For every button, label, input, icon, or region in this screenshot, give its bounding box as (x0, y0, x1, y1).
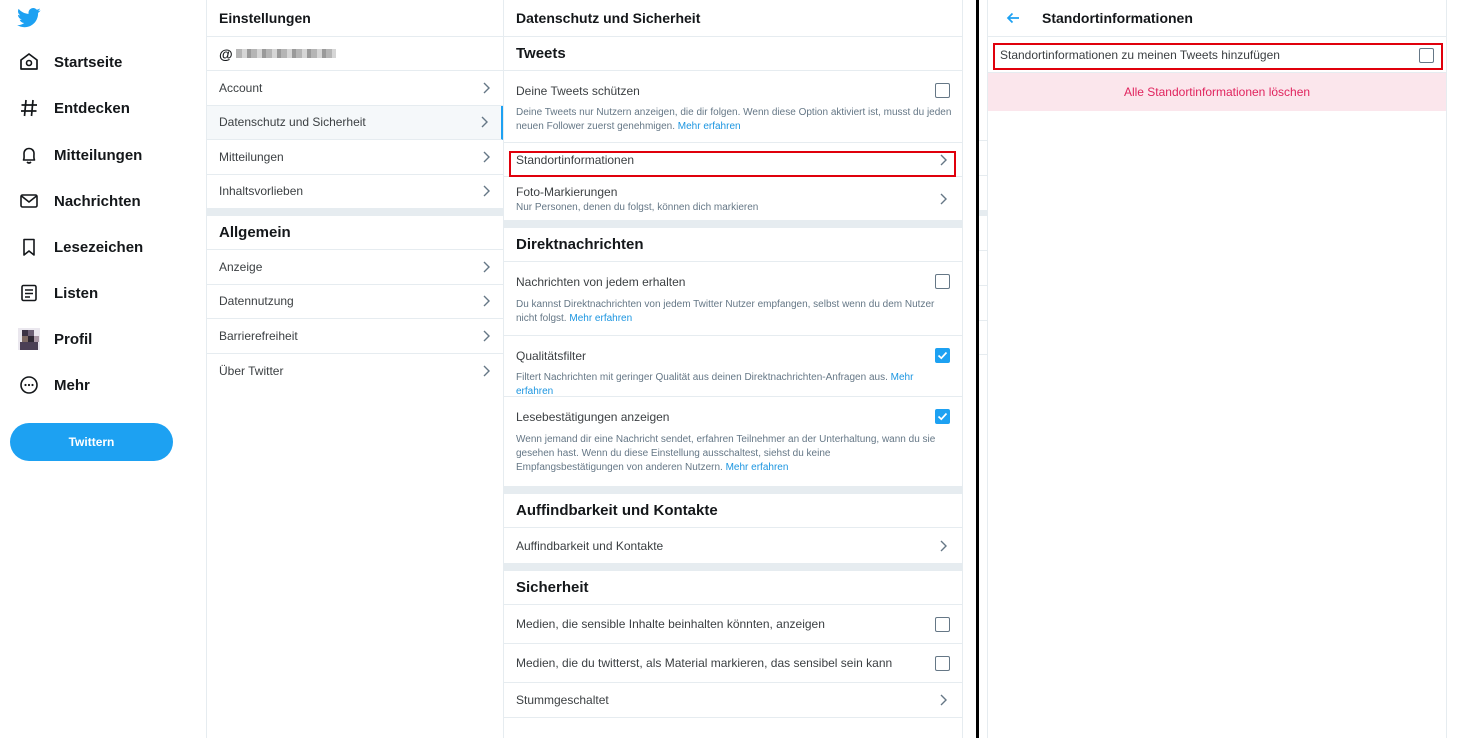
sensitive-mark-row[interactable] (504, 644, 962, 683)
chevron-right-icon (481, 261, 491, 273)
settings-item-label: Mitteilungen (219, 149, 284, 164)
quality-filter-desc-text: Filtert Nachrichten mit geringer Qualität aus deinen Direktnachrichten-Anfragen aus. (516, 372, 888, 383)
settings-item-label: Barrierefreiheit (219, 328, 298, 343)
background-row-line (979, 285, 987, 286)
bookmark-icon (18, 236, 40, 258)
account-username (207, 37, 503, 71)
general-title: Allgemein (207, 216, 503, 250)
muted-row[interactable] (504, 683, 962, 718)
protect-tweets-description (516, 106, 956, 134)
tweet-button[interactable]: Twittern (10, 423, 173, 461)
learn-more-link[interactable]: Mehr erfahren (516, 372, 914, 397)
learn-more-link[interactable]: Mehr erfahren (725, 462, 789, 473)
checkmark-icon (937, 411, 948, 422)
background-row-line (979, 250, 987, 251)
nav-item-notifications[interactable] (18, 140, 142, 170)
background-row-line (979, 320, 987, 321)
sensitive-view-checkbox[interactable] (935, 617, 950, 632)
nav-label: Mitteilungen (54, 146, 143, 164)
quality-filter-row[interactable] (504, 336, 962, 397)
sensitive-mark-checkbox[interactable] (935, 656, 950, 671)
chevron-right-icon (479, 116, 489, 128)
dm-anyone-row[interactable] (504, 262, 962, 336)
chevron-right-icon (481, 151, 491, 163)
nav-label: Nachrichten (54, 192, 141, 210)
envelope-icon (18, 190, 40, 212)
avatar (18, 328, 40, 350)
highlight-box (509, 151, 956, 177)
list-icon (18, 282, 40, 304)
muted-label: Stummgeschaltet (516, 693, 609, 707)
protect-tweets-checkbox[interactable] (935, 83, 950, 98)
dm-anyone-checkbox[interactable] (935, 274, 950, 289)
settings-item-label: Datenschutz und Sicherheit (219, 115, 366, 130)
location-header (988, 0, 1446, 37)
nav-item-bookmarks[interactable] (18, 232, 143, 262)
nav-item-lists[interactable] (18, 278, 98, 308)
dm-section-title: Direktnachrichten (504, 228, 962, 262)
panel-divider (976, 0, 979, 738)
nav-label: Listen (54, 284, 99, 302)
settings-column (206, 0, 504, 738)
learn-more-link[interactable]: Mehr erfahren (569, 313, 633, 324)
nav-item-profile[interactable] (18, 324, 92, 354)
settings-item-label: Inhaltsvorlieben (219, 184, 304, 199)
chevron-right-icon (938, 694, 948, 706)
sensitive-mark-label: Medien, die du twitterst, als Material markieren, das sensibel sein kann (516, 656, 893, 670)
photo-tagging-description: Nur Personen, denen du folgst, können dich markieren (516, 202, 759, 213)
location-column (987, 0, 1447, 738)
settings-item-content[interactable] (207, 175, 503, 210)
nav-item-explore[interactable] (18, 93, 130, 123)
home-icon (18, 51, 40, 73)
nav-label: Profil (54, 330, 93, 348)
learn-more-link[interactable]: Mehr erfahren (677, 121, 741, 132)
sensitive-view-row[interactable] (504, 605, 962, 644)
settings-item-accessibility[interactable] (207, 319, 503, 354)
nav-label: Lesezeichen (54, 238, 144, 256)
dm-anyone-label: Nachrichten von jedem erhalten (516, 275, 686, 289)
settings-item-label: Anzeige (219, 259, 263, 274)
section-separator (504, 564, 962, 571)
quality-filter-description (516, 371, 950, 399)
discoverability-label: Auffindbarkeit und Kontakte (516, 538, 664, 553)
privacy-title: Datenschutz und Sicherheit (504, 0, 962, 37)
protect-tweets-row[interactable] (504, 71, 962, 143)
quality-filter-checkbox[interactable] (935, 348, 950, 363)
discoverability-row[interactable] (504, 528, 962, 564)
photo-tagging-label: Foto-Markierungen (516, 185, 618, 199)
background-row-line (979, 175, 987, 176)
settings-item-privacy[interactable] (207, 106, 503, 141)
quality-filter-label: Qualitätsfilter (516, 349, 587, 363)
twitter-bird-icon[interactable] (17, 8, 41, 28)
settings-item-notifications[interactable] (207, 140, 503, 175)
nav-item-more[interactable] (18, 370, 90, 400)
tweets-section-title: Tweets (504, 37, 962, 71)
dm-anyone-desc-text: Du kannst Direktnachrichten von jedem Twitter Nutzer empfangen, selbst wenn du dem Nutzer nicht folgst. (516, 299, 935, 324)
checkmark-icon (937, 350, 948, 361)
back-arrow-icon[interactable] (1006, 12, 1020, 24)
dm-anyone-description (516, 298, 946, 326)
chevron-right-icon (481, 185, 491, 197)
chevron-right-icon (481, 295, 491, 307)
sensitive-view-label: Medien, die sensible Inhalte beinhalten könnten, anzeigen (516, 617, 825, 631)
blurred-username (236, 49, 336, 58)
main-navigation (0, 0, 206, 738)
background-row-line (979, 210, 987, 216)
nav-label: Mehr (54, 376, 90, 394)
nav-item-messages[interactable] (18, 186, 141, 216)
privacy-column (504, 0, 963, 738)
security-section-title: Sicherheit (504, 571, 962, 605)
section-separator (504, 487, 962, 494)
add-location-label: Standortinformationen zu meinen Tweets hinzufügen (1000, 47, 1280, 62)
settings-item-about[interactable] (207, 354, 503, 389)
location-info-label: Standortinformationen (516, 152, 635, 167)
chevron-right-icon (481, 82, 491, 94)
highlight-box (993, 43, 1443, 70)
bell-icon (18, 144, 40, 166)
nav-label: Entdecken (54, 99, 130, 117)
background-row-line (979, 140, 987, 141)
protect-tweets-label: Deine Tweets schützen (516, 84, 640, 98)
settings-item-account[interactable] (207, 71, 503, 106)
nav-item-home[interactable] (18, 47, 122, 77)
settings-item-data-usage[interactable] (207, 285, 503, 320)
hashtag-icon (18, 97, 40, 119)
chevron-right-icon (481, 365, 491, 377)
username-prefix: @ (219, 45, 233, 62)
settings-title: Einstellungen (207, 0, 503, 37)
background-row-line (979, 354, 987, 355)
chevron-right-icon (938, 540, 948, 552)
settings-item-display[interactable] (207, 250, 503, 285)
section-separator (504, 221, 962, 228)
settings-item-label: Account (219, 80, 263, 95)
section-separator (207, 209, 503, 216)
settings-item-label: Über Twitter (219, 363, 284, 378)
read-receipts-row[interactable] (504, 397, 962, 487)
settings-item-label: Datennutzung (219, 294, 294, 309)
read-receipts-desc-text: Wenn jemand dir eine Nachricht sendet, erfahren Teilnehmer an der Unterhaltung, wann du sie gesehen hast. Wenn du diese Einstellung ausschaltest, siehst du keine Empfangsbestätigungen von anderen Nutzern. (516, 434, 936, 473)
nav-label: Startseite (54, 53, 123, 71)
photo-tagging-row[interactable] (504, 177, 962, 221)
more-dots-icon (18, 374, 40, 396)
read-receipts-description (516, 433, 941, 475)
read-receipts-checkbox[interactable] (935, 409, 950, 424)
read-receipts-label: Lesebestätigungen anzeigen (516, 410, 670, 424)
protect-tweets-desc-text: Deine Tweets nur Nutzern anzeigen, die dir folgen. Wenn diese Option aktiviert ist, musst du jeden neuen Follower zuerst genehmigen. (516, 107, 952, 132)
chevron-right-icon (938, 193, 948, 205)
discoverability-section-title: Auffindbarkeit und Kontakte (504, 494, 962, 528)
chevron-right-icon (481, 330, 491, 342)
location-title: Standortinformationen (1042, 10, 1193, 26)
delete-location-button[interactable]: Alle Standortinformationen löschen (988, 73, 1446, 111)
